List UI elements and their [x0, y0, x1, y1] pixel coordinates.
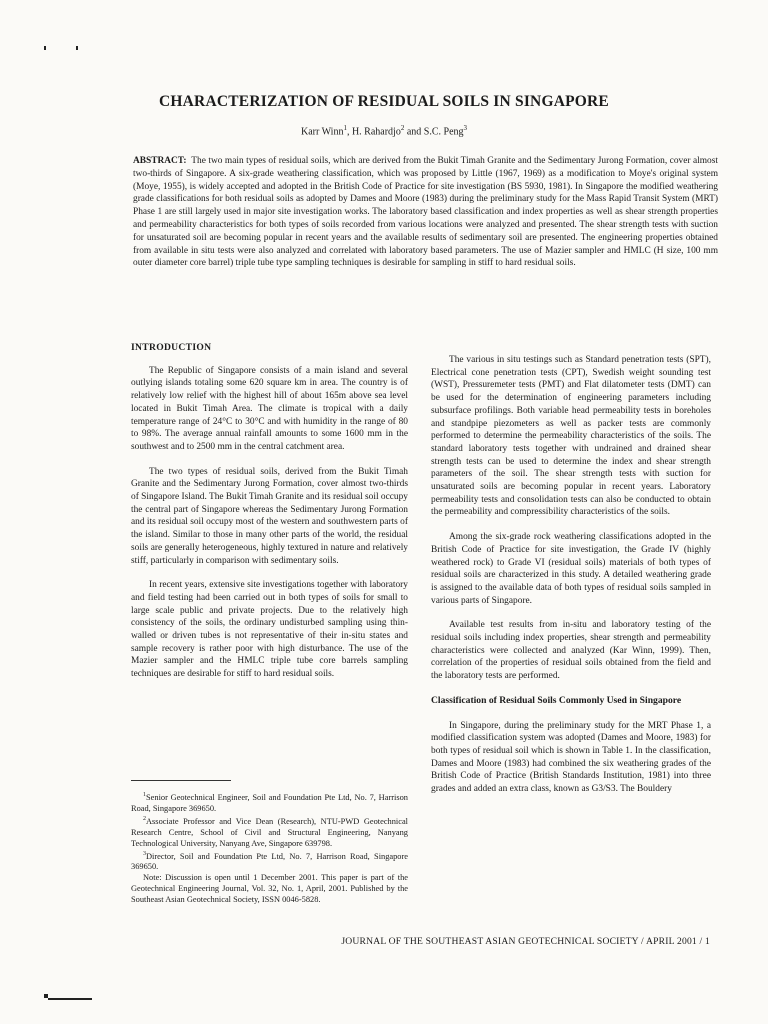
footnote-mark: 3 — [143, 850, 146, 857]
scan-mark — [48, 998, 92, 1000]
footnote-mark: 2 — [143, 815, 146, 822]
journal-footer: JOURNAL OF THE SOUTHEAST ASIAN GEOTECHNICAL SOCIETY / APRIL 2001 / 1 — [341, 936, 710, 947]
abstract — [133, 155, 718, 270]
footnote-rule — [131, 780, 231, 781]
footnote-text: Senior Geotechnical Engineer, Soil and Foundation Pte Ltd, No. 7, Harrison Road, Singapore 369650. — [131, 792, 408, 813]
footnote-text: Associate Professor and Vice Dean (Research), NTU-PWD Geotechnical Research Centre, School of Civil and Structural Engineering, Nanyang Technological University, Nanyang Ave, Singapore 639798. — [131, 816, 408, 848]
footnote — [131, 814, 408, 849]
abstract-text: The two main types of residual soils, which are derived from the Bukit Timah Granite and the Sedimentary Jurong Formation, cover almost two-thirds of Singapore. A six-grade weathering classification, which was proposed by Little (1967, 1969) as a modification to Moye's original system (Moye, 1955), is widely accepted and adopted in the British Code of Practice for site investigation (BS 5930, 1981). In Singapore the modified weathering grade classifications for both residual soils as adopted by Dames and Moore (1983) during the preliminary study for the Mass Rapid Transit System (MRT) Phase 1 are still largely used in major site investigation works. The laboratory based classification and index properties as well as shear strength properties and permeability characteristics for both types of soils recorded from various locations were analyzed and presented. The shear strength tests with suction for unsaturated soil are becoming popular in recent years and the available results of sedimentary soil are presented. The engineering properties obtained from available in situ tests were also analyzed and correlated with laboratory based parameters. The use of Mazier sampler and HMLC (H size, 100 mm outer diameter core barrel) triple tube type sampling techniques is desirable for sampling in stiff to hard residual soils. — [133, 156, 718, 269]
paragraph: Among the six-grade rock weathering classifications adopted in the British Code of Practice for site investigation, the Grade IV (highly weathered rock) to Grade VI (residual soils) materials of both types of residual soils are characterized in this study. A detailed weathering grade is assigned to the available data of both types of residual soils sampled in various parts of Singapore. — [431, 532, 711, 606]
footnote — [131, 849, 408, 873]
right-column — [431, 354, 711, 808]
paragraph: In recent years, extensive site investigations together with laboratory and field testing had been carried out in both types of soils for small to large scale public and private projects. Due to the relatively high consistency of the soils, the ordinary undisturbed sampling using thin-walled or driven tubes is not representative of their in-situ states and sample recovery is rather poor with high disturbance. The use of the Mazier sampler and the HMLC triple tube core barrels sampling techniques are desirable for stiff to hard residual soils. — [131, 580, 408, 680]
footnote — [131, 872, 408, 905]
section-heading: INTRODUCTION — [131, 342, 212, 353]
paragraph: In Singapore, during the preliminary study for the MRT Phase 1, a modified classification system was adopted (Dames and Moore, 1983) for both types of residual soil which is shown in Table 1. In the classification, Dames and Moore (1983) had combined the six weathering grades of the British Code of Practice (British Standards Institution, 1981) into three grades and added an extra class, known as G3/S3. The Bouldery — [431, 720, 711, 795]
footnote-text: Note: Discussion is open until 1 December 2001. This paper is part of the Geotechnical Engineering Journal, Vol. 32, No. 1, April, 2001. Published by the Southeast Asian Geotechnical Society, ISSN 0046-5828. — [131, 873, 408, 905]
scan-mark — [44, 46, 46, 50]
subsection-heading: Classification of Residual Soils Commonly Used in Singapore — [431, 694, 682, 706]
footnote — [131, 790, 408, 814]
footnote-mark: 1 — [143, 792, 146, 798]
author-affiliation-mark: 3 — [463, 124, 468, 132]
author-line — [0, 124, 768, 137]
paragraph: The two types of residual soils, derived from the Bukit Timah Granite and the Sedimentary Jurong Formation, cover almost two-thirds of Singapore Island. The Bukit Timah Granite and its residual soil occupy the central part of Singapore whereas the Sedimentary Jurong Formation and its residual soil occupy most of the western and southwestern parts of the island. Similar to those in many other parts of the world, the residual soils are generally heterogeneous, highly textured in nature and relatively stiff, particularly in comparison with sedimentary soils. — [131, 466, 408, 566]
footnote-text: Director, Soil and Foundation Pte Ltd, No. 7, Harrison Road, Singapore 369650. — [131, 851, 408, 872]
paper-title: CHARACTERIZATION OF RESIDUAL SOILS IN SINGAPORE — [159, 93, 609, 110]
author-affiliation-mark: 1 — [343, 124, 347, 132]
scan-mark — [76, 46, 78, 50]
abstract-label: ABSTRACT: — [133, 156, 187, 166]
author-name: and S.C. Peng — [404, 126, 464, 138]
author-name: Karr Winn — [300, 126, 344, 138]
author-name: , H. Rahardjo — [346, 126, 401, 138]
author-affiliation-mark: 2 — [400, 124, 405, 132]
paragraph: The Republic of Singapore consists of a main island and several outlying islands totaling some 620 square km in area. The country is of relatively low relief with the highest hill of about 165m above sea level located in Bukit Timah Area. The climate is tropical with a daily temperature range of 24°C to 30°C and with humidity in the range of 80 to 98%. The average annual rainfall amounts to some 1600 mm in the southwest and to 2500 mm in the central catchment area. — [131, 365, 408, 452]
paragraph: The various in situ testings such as Standard penetration tests (SPT), Electrical cone penetration tests (CPT), Swedish weight sounding test (WST), Pressuremeter tests (PMT) and Flat dilatometer tests (DMT) can be used for the determination of engineering parameters including subsurface profilings. Both variable head permeability tests in boreholes and standpipe piezometers as well as packer tests are commonly performed to determine the permeability characteristics of the soils. The standard laboratory tests together with undrained and drained shear strength tests can be used to determine the index and shear strength parameters of the soil. The shear strength tests with suction for unsaturated soils are becoming popular in recent years. Laboratory permeability tests and consolidation tests can also be conducted to obtain the permeability and compressibility characteristics of the soils. — [431, 355, 711, 518]
paragraph: Available test results from in-situ and laboratory testing of the residual soils including index properties, shear strength and permeability characteristics were collected and analyzed (Kar Winn, 1999). Then, correlation of the properties of residual soils obtained from the field and the laboratory tests are performed. — [431, 620, 711, 682]
left-column — [131, 342, 408, 693]
footnotes — [131, 790, 408, 905]
